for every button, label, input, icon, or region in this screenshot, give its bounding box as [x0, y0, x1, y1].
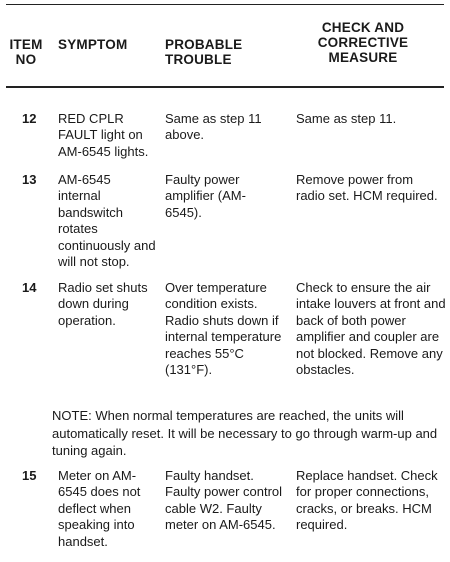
- header-check-measure: CHECK AND CORRECTIVE MEASURE: [317, 20, 409, 65]
- header-probable-trouble: PROBABLE TROUBLE: [165, 37, 243, 67]
- trouble-cell: Faulty handset. Faulty power control cable W2. Faulty meter on AM-6545.: [165, 468, 283, 533]
- header-rule: [6, 86, 444, 88]
- header-symptom: SYMPTOM: [58, 37, 128, 52]
- symptom-cell: RED CPLR FAULT light on AM-6545 lights.: [58, 111, 149, 159]
- measure-cell: Replace handset. Check for proper connections, cracks, or breaks. HCM required.: [296, 468, 438, 533]
- trouble-cell: Over temperature condition exists. Radio shuts down if internal temperature reaches 55°C (131°F).: [165, 280, 282, 378]
- symptom-cell: Meter on AM-6545 does not deflect when speaking into handset.: [58, 468, 141, 549]
- note-text: NOTE: When normal temperatures are reached, the units will automatically reset. It will be necessary to go through warm-up and tuning again.: [52, 408, 438, 458]
- item-number: 15: [22, 468, 37, 483]
- symptom-cell: Radio set shuts down during operation.: [58, 280, 148, 328]
- table-top-rule: [6, 4, 444, 5]
- item-number: 13: [22, 172, 37, 187]
- measure-cell: Remove power from radio set. HCM required.: [296, 172, 438, 204]
- measure-cell: Check to ensure the air intake louvers at front and back of both power amplifier and coupler are not blocked. Remove any obstacles.: [296, 280, 446, 378]
- trouble-cell: Same as step 11 above.: [165, 111, 262, 143]
- trouble-cell: Faulty power amplifier (AM-6545).: [165, 172, 246, 220]
- item-number: 12: [22, 111, 37, 126]
- item-number: 14: [22, 280, 37, 295]
- symptom-cell: AM-6545 internal bandswitch rotates continuously and will not stop.: [58, 172, 156, 270]
- header-item-no: ITEM NO: [9, 37, 43, 67]
- measure-cell: Same as step 11.: [296, 111, 397, 126]
